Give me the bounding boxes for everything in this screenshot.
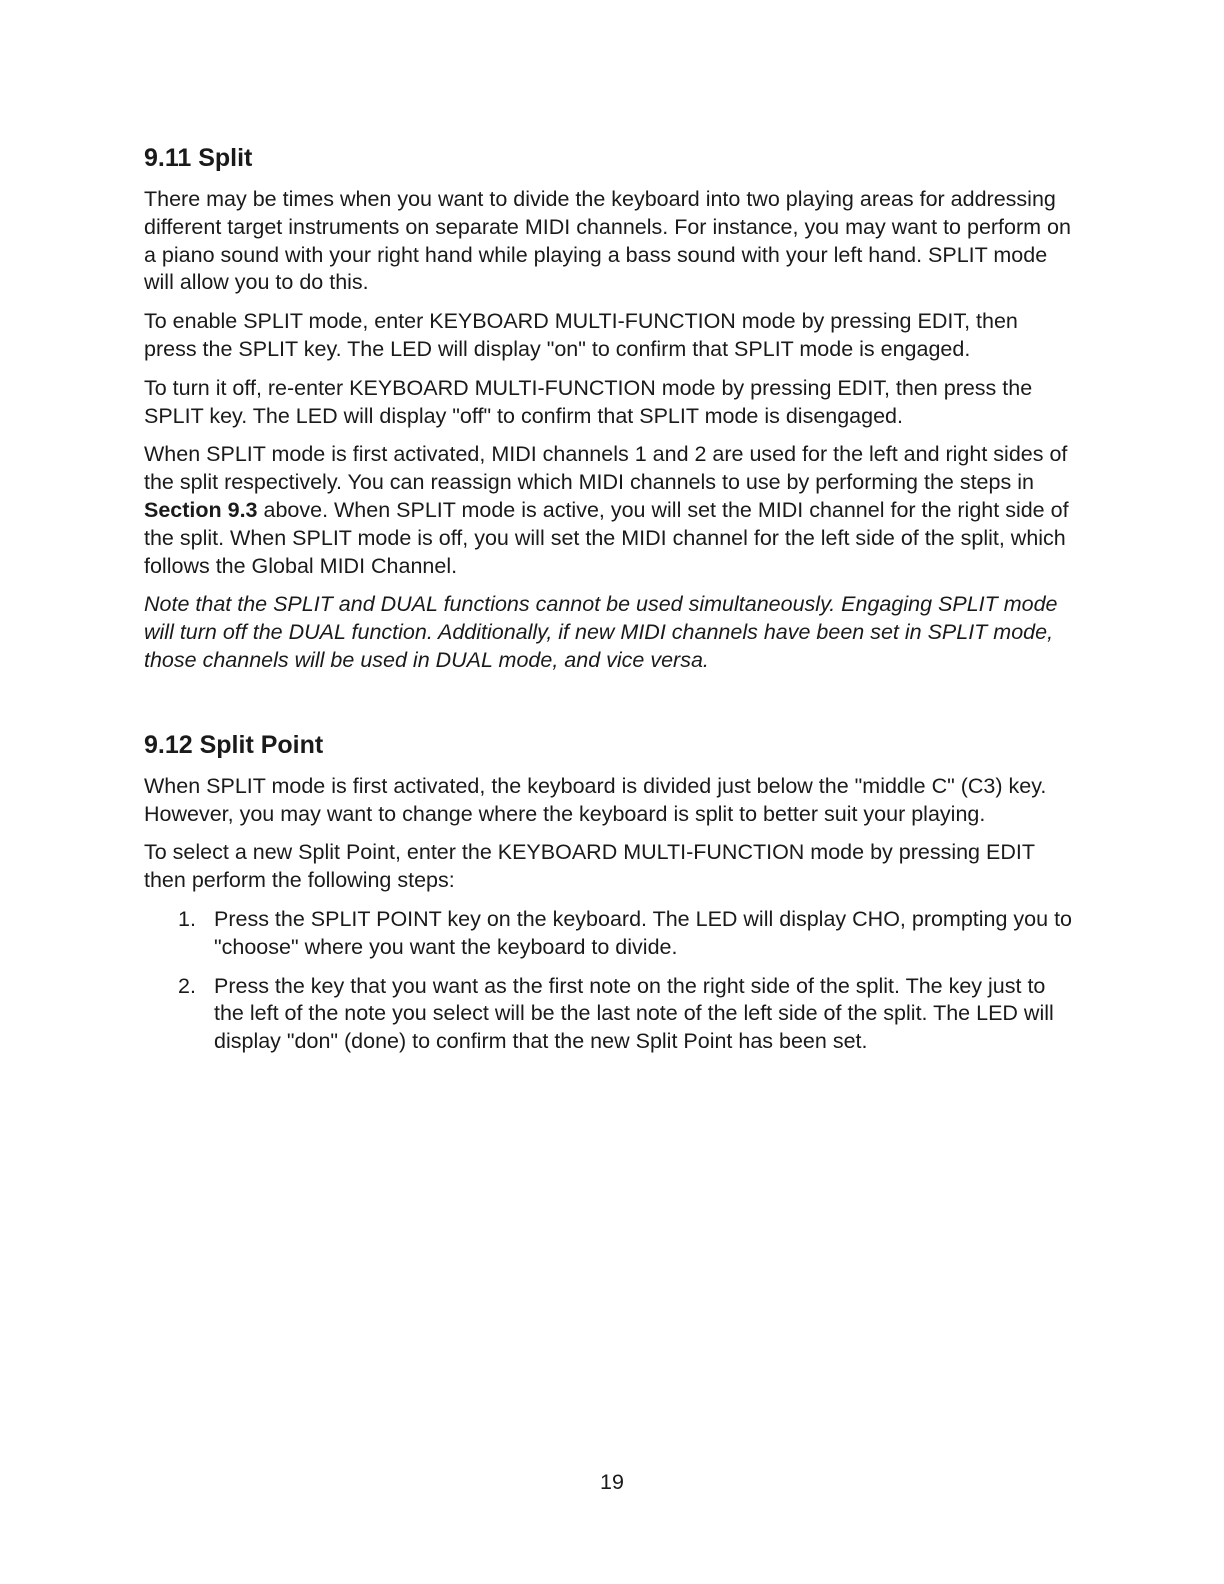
paragraph-split-note: Note that the SPLIT and DUAL functions cannot be used simultaneously. Engaging SPLIT mode will turn off the DUAL function. Additionally, if new MIDI channels have been set in SPLIT mode, those channels will be used in DUAL mode, and vice versa.	[144, 592, 1058, 672]
paragraph-split-channels	[144, 441, 1074, 580]
section-heading-split-point: 9.12 Split Point	[144, 730, 324, 759]
channels-text-after: above. When SPLIT mode is active, you will set the MIDI channel for the right side of the split. When SPLIT mode is off, you will set the MIDI channel for the left side of the split, which follows the Global MIDI Channel.	[144, 497, 1069, 578]
step-text: Press the SPLIT POINT key on the keyboard. The LED will display CHO, prompting you to "choose" where you want the keyboard to divide.	[214, 906, 1073, 959]
page-number: 19	[600, 1470, 624, 1494]
list-item	[144, 973, 1074, 1056]
channels-text-before: When SPLIT mode is first activated, MIDI channels 1 and 2 are used for the left and right sides of the split respectively. You can reassign which MIDI channels to use by performing the steps in	[144, 442, 1068, 495]
paragraph-split-enable: To enable SPLIT mode, enter KEYBOARD MULTI-FUNCTION mode by pressing EDIT, then press the SPLIT key. The LED will display "on" to confirm that SPLIT mode is engaged.	[144, 309, 1018, 361]
section-heading-split: 9.11 Split	[144, 144, 253, 172]
paragraph-split-intro: There may be times when you want to divide the keyboard into two playing areas for addressing different target instruments on separate MIDI channels. For instance, you may want to perform on a piano sound with your right hand while playing a bass sound with your left hand. SPLIT mode will allow you to do this.	[144, 187, 1071, 295]
steps-list	[144, 906, 1074, 1056]
section-reference: Section 9.3	[144, 497, 258, 522]
step-text: Press the key that you want as the first note on the right side of the split. The key just to the left of the note you select will be the last note of the left side of the split. The LED will display "don" (done) to confirm that the new Split Point has been set.	[214, 973, 1054, 1054]
section-split-point	[144, 725, 1074, 1056]
page-content	[144, 138, 1074, 1067]
step-number: 1.	[178, 906, 196, 931]
section-split	[144, 138, 1074, 675]
paragraph-split-point-intro: When SPLIT mode is first activated, the keyboard is divided just below the "middle C" (C3) key. However, you may want to change where the keyboard is split to better suit your playing.	[144, 773, 1047, 826]
paragraph-split-disable: To turn it off, re-enter KEYBOARD MULTI-FUNCTION mode by pressing EDIT, then press the SPLIT key. The LED will display "off" to confirm that SPLIT mode is disengaged.	[144, 375, 1033, 428]
list-item	[144, 906, 1074, 962]
paragraph-split-point-select: To select a new Split Point, enter the KEYBOARD MULTI-FUNCTION mode by pressing EDIT then perform the following steps:	[144, 840, 1035, 893]
step-number: 2.	[178, 973, 196, 998]
